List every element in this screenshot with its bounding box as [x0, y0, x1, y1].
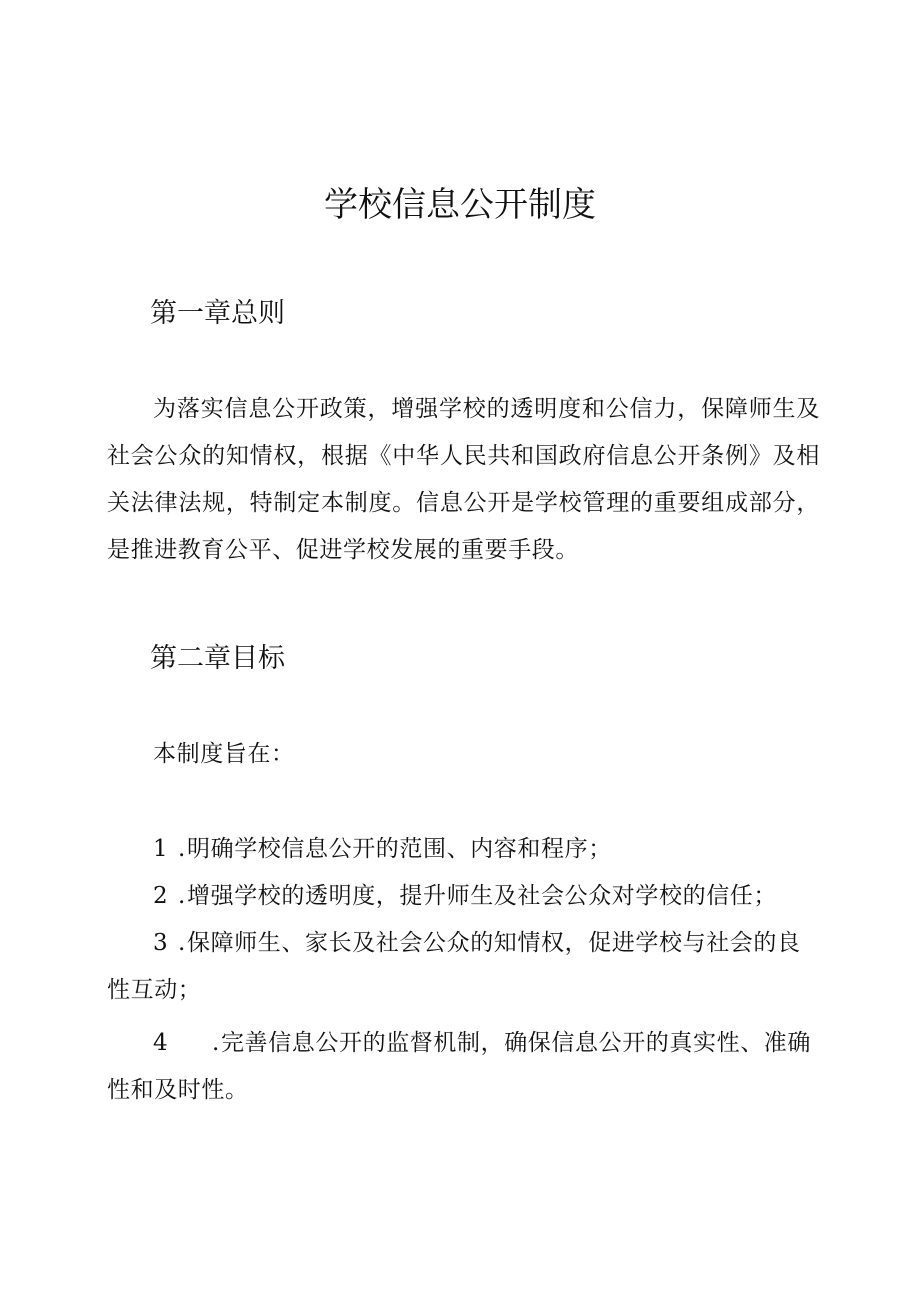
list-item-text: 增强学校的透明度，提升师生及社会公众对学校的信任； — [187, 883, 777, 909]
list-item-dot: . — [178, 930, 186, 956]
list-item — [107, 920, 820, 1014]
list-item-number: 1 — [153, 836, 169, 862]
list-item-number: 2 — [153, 883, 169, 909]
chapter-1-paragraph: 为落实信息公开政策，增强学校的透明度和公信力，保障师生及社会公众的知情权，根据《中华人民共和国政府信息公开条例》及相关法律法规，特制定本制度。信息公开是学校管理的重要组成部分，是推进教育公平、促进学校发展的重要手段。 — [107, 396, 820, 563]
chapter-2-heading: 第二章目标 — [150, 643, 285, 674]
list-item-number: 4 — [153, 1030, 169, 1056]
list-item — [107, 826, 820, 873]
list-item-dot: . — [178, 883, 186, 909]
chapter-1-heading: 第一章总则 — [150, 298, 285, 329]
list-item-text: 保障师生、家长及社会公众的知情权，促进学校与社会的良性互动； — [107, 930, 801, 1003]
document-title: 学校信息公开制度 — [324, 185, 596, 225]
list-item-dot: . — [212, 1030, 220, 1056]
list-item — [107, 1020, 820, 1114]
list-item-text: 完善信息公开的监督机制，确保信息公开的真实性、准确性和及时性。 — [107, 1030, 811, 1103]
list-item-number: 3 — [153, 930, 169, 956]
list-item — [107, 873, 820, 920]
chapter-2-intro: 本制度旨在： — [153, 741, 295, 767]
list-item-dot: . — [178, 836, 186, 862]
list-item-text: 明确学校信息公开的范围、内容和程序； — [187, 836, 612, 862]
